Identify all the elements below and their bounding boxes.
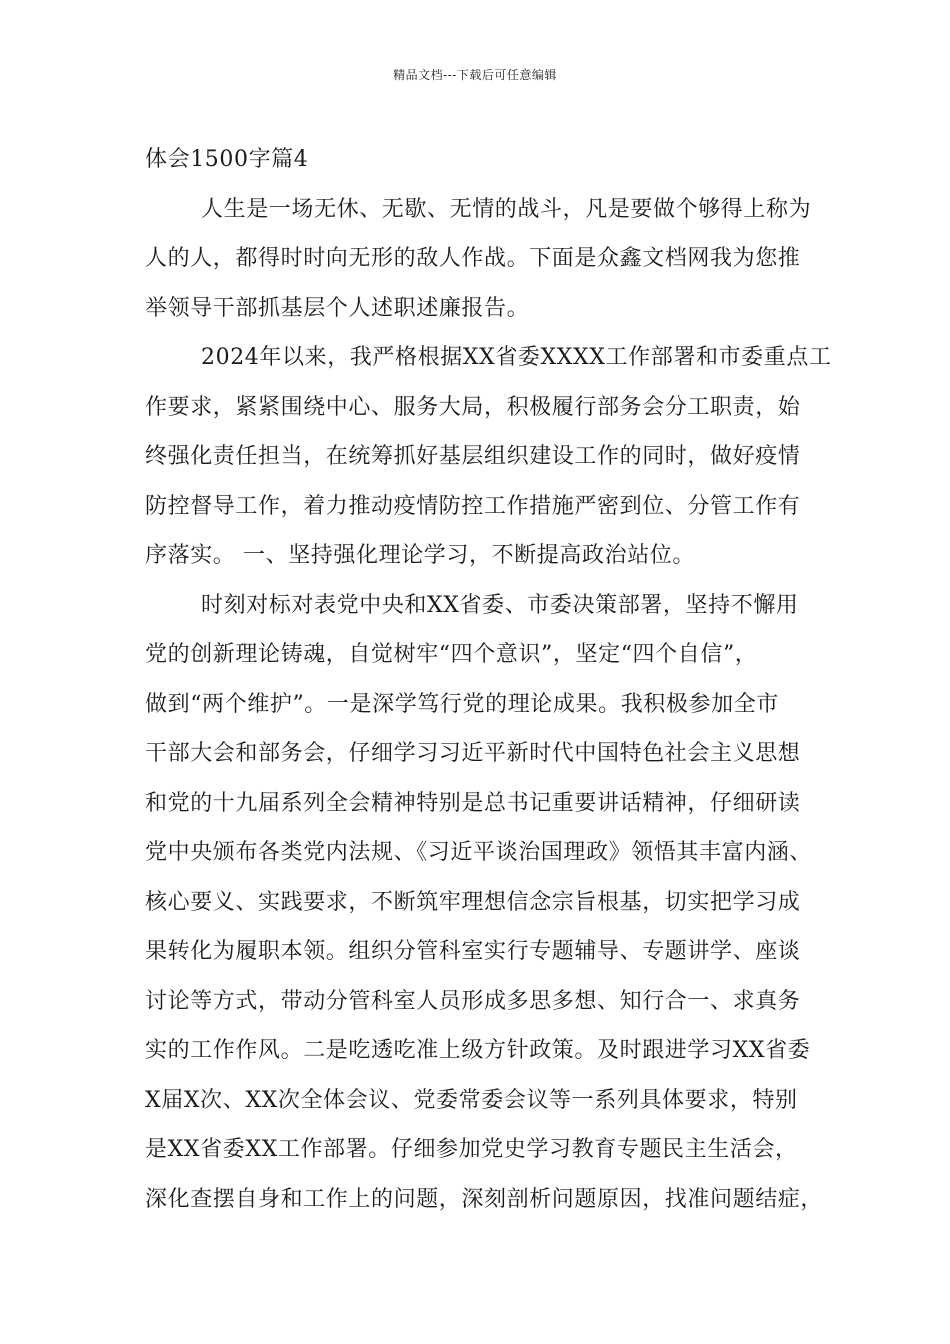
body-text-line: 2024年以来，我严格根据XX省委XXXX工作部署和市委重点工 bbox=[201, 345, 832, 370]
body-text-line: 干部大会和部务会，仔细学习习近平新时代中国特色社会主义思想 bbox=[145, 741, 801, 766]
body-text-line: 终强化责任担当，在统筹抓好基层组织建设工作的同时，做好疫情 bbox=[145, 444, 801, 469]
body-text-line: 时刻对标对表党中央和XX省委、市委决策部署，坚持不懈用 bbox=[201, 592, 799, 618]
running-header: 精品文档---下载后可任意编辑 bbox=[393, 68, 557, 82]
body-text-line: 序落实。 一、坚持强化理论学习，不断提高政治站位。 bbox=[145, 543, 695, 568]
body-text-line: 实的工作作风。二是吃透吃准上级方针政策。及时跟进学习XX省委 bbox=[145, 1038, 811, 1063]
body-text-line: 和党的十九届系列全会精神特别是总书记重要讲话精神，仔细研读 bbox=[145, 790, 801, 816]
body-text-line: 讨论等方式，带动分管科室人员形成多思多想、知行合一、求真务 bbox=[145, 988, 801, 1014]
body-text-line: 是XX省委XX工作部署。仔细参加党史学习教育专题民主生活会， bbox=[145, 1137, 798, 1162]
body-text-line: 做到“两个维护”。一是深学笃行党的理论成果。我积极参加全市 bbox=[145, 691, 779, 717]
body-text-line: 果转化为履职本领。组织分管科室实行专题辅导、专题讲学、座谈 bbox=[145, 939, 801, 964]
body-text-line: 防控督导工作，着力推动疫情防控工作措施严密到位、分管工作有 bbox=[145, 493, 801, 519]
body-text-line: 深化查摆自身和工作上的问题，深刻剖析问题原因，找准问题结症， bbox=[145, 1186, 824, 1212]
body-text-line: 举领导干部抓基层个人述职述廉报告。 bbox=[145, 295, 530, 321]
body-text-line: 人生是一场无休、无歇、无情的战斗，凡是要做个够得上称为 bbox=[201, 196, 812, 222]
body-text-line: 人的人，都得时时向无形的敌人作战。下面是众鑫文档网我为您推 bbox=[145, 246, 801, 271]
body-text-line: X届X次、XX次全体会议、党委常委会议等一系列具体要求，特别 bbox=[145, 1087, 798, 1113]
body-text-line: 党中央颁布各类党内法规、《习近平谈治国理政》领悟其丰富内涵、 bbox=[145, 840, 813, 865]
document-body bbox=[145, 135, 832, 1224]
body-text-line: 核心要义、实践要求，不断筑牢理想信念宗旨根基，切实把学习成 bbox=[145, 889, 801, 915]
body-text-line: 党的创新理论铸魂，自觉树牢“四个意识”，坚定“四个自信”， bbox=[145, 642, 758, 667]
section-title-line: 体会1500字篇4 bbox=[145, 147, 309, 172]
body-text-line: 作要求，紧紧围绕中心、服务大局，积极履行部务会分工职责，始 bbox=[145, 394, 801, 420]
